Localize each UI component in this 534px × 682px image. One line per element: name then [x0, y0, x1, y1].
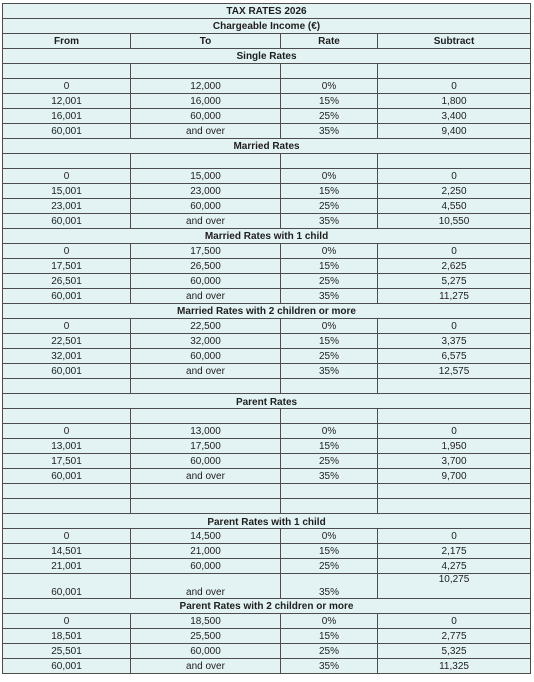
- table-row: [3, 439, 531, 454]
- cell-rate: 0%: [281, 424, 378, 439]
- section-title: Parent Rates with 1 child: [3, 514, 531, 529]
- cell-to: 21,000: [131, 544, 281, 559]
- cell-subtract: 5,325: [378, 644, 531, 659]
- cell-from: 0: [3, 79, 131, 94]
- blank-row: [3, 154, 531, 169]
- cell-to: 60,000: [131, 274, 281, 289]
- table-row: [3, 614, 531, 629]
- cell-subtract: 9,700: [378, 469, 531, 484]
- table-row: [3, 629, 531, 644]
- cell-from: 22,501: [3, 334, 131, 349]
- cell-subtract: 0: [378, 79, 531, 94]
- cell-rate: 25%: [281, 349, 378, 364]
- cell-to: and over: [131, 659, 281, 674]
- cell-rate: 15%: [281, 544, 378, 559]
- cell-subtract: 3,700: [378, 454, 531, 469]
- cell-subtract: 1,950: [378, 439, 531, 454]
- blank-cell: [281, 379, 378, 394]
- cell-from: 23,001: [3, 199, 131, 214]
- cell-subtract: 11,275: [378, 289, 531, 304]
- cell-rate: 15%: [281, 259, 378, 274]
- cell-to: 17,500: [131, 244, 281, 259]
- blank-cell: [131, 409, 281, 424]
- cell-to: and over: [131, 364, 281, 379]
- blank-row: [3, 499, 531, 514]
- cell-from: 21,001: [3, 559, 131, 574]
- cell-rate: 25%: [281, 109, 378, 124]
- cell-subtract: 6,575: [378, 349, 531, 364]
- blank-cell: [281, 64, 378, 79]
- section-header-row: [3, 229, 531, 244]
- table-row: [3, 529, 531, 544]
- section-header-row: [3, 599, 531, 614]
- cell-rate: 25%: [281, 274, 378, 289]
- cell-to: and over: [131, 574, 281, 599]
- blank-row: [3, 409, 531, 424]
- cell-rate: 35%: [281, 659, 378, 674]
- cell-to: 14,500: [131, 529, 281, 544]
- cell-from: 60,001: [3, 364, 131, 379]
- cell-subtract: 0: [378, 529, 531, 544]
- section-title: Single Rates: [3, 49, 531, 64]
- blank-row: [3, 379, 531, 394]
- blank-cell: [3, 499, 131, 514]
- cell-rate: 25%: [281, 199, 378, 214]
- cell-from: 60,001: [3, 124, 131, 139]
- table-row: [3, 334, 531, 349]
- blank-cell: [281, 499, 378, 514]
- cell-to: 60,000: [131, 349, 281, 364]
- cell-subtract: 9,400: [378, 124, 531, 139]
- cell-rate: 15%: [281, 439, 378, 454]
- cell-subtract: 10,550: [378, 214, 531, 229]
- section-title: Parent Rates: [3, 394, 531, 409]
- blank-cell: [378, 379, 531, 394]
- blank-cell: [281, 484, 378, 499]
- cell-rate: 0%: [281, 79, 378, 94]
- table-row: [3, 454, 531, 469]
- cell-rate: 0%: [281, 614, 378, 629]
- cell-subtract: 3,375: [378, 334, 531, 349]
- cell-to: 60,000: [131, 559, 281, 574]
- cell-from: 17,501: [3, 259, 131, 274]
- cell-to: 18,500: [131, 614, 281, 629]
- cell-rate: 0%: [281, 319, 378, 334]
- table-row: [3, 644, 531, 659]
- section-header-row: [3, 49, 531, 64]
- title-row: [3, 4, 531, 19]
- cell-rate: 35%: [281, 469, 378, 484]
- cell-from: 26,501: [3, 274, 131, 289]
- table-row: [3, 544, 531, 559]
- table-row: [3, 559, 531, 574]
- table-row: [3, 199, 531, 214]
- cell-from: 0: [3, 614, 131, 629]
- cell-rate: 15%: [281, 334, 378, 349]
- cell-to: 60,000: [131, 199, 281, 214]
- table-row: [3, 574, 531, 599]
- cell-to: 60,000: [131, 644, 281, 659]
- cell-to: 15,000: [131, 169, 281, 184]
- cell-from: 16,001: [3, 109, 131, 124]
- blank-cell: [3, 64, 131, 79]
- cell-from: 0: [3, 169, 131, 184]
- cell-rate: 35%: [281, 364, 378, 379]
- blank-cell: [131, 484, 281, 499]
- table-row: [3, 79, 531, 94]
- cell-subtract: 0: [378, 424, 531, 439]
- cell-subtract: 2,175: [378, 544, 531, 559]
- cell-from: 17,501: [3, 454, 131, 469]
- cell-rate: 25%: [281, 559, 378, 574]
- cell-rate: 0%: [281, 529, 378, 544]
- col-header-rate: Rate: [281, 34, 378, 49]
- cell-rate: 0%: [281, 244, 378, 259]
- cell-from: 13,001: [3, 439, 131, 454]
- cell-subtract: 0: [378, 319, 531, 334]
- cell-to: 60,000: [131, 454, 281, 469]
- table-row: [3, 214, 531, 229]
- tax-rates-body: [3, 4, 531, 674]
- cell-to: and over: [131, 289, 281, 304]
- cell-to: and over: [131, 124, 281, 139]
- cell-subtract: 0: [378, 244, 531, 259]
- cell-subtract: 10,275: [378, 574, 531, 599]
- cell-rate: 35%: [281, 124, 378, 139]
- cell-from: 14,501: [3, 544, 131, 559]
- table-row: [3, 289, 531, 304]
- blank-cell: [378, 499, 531, 514]
- table-row: [3, 349, 531, 364]
- blank-cell: [3, 484, 131, 499]
- cell-rate: 35%: [281, 289, 378, 304]
- table-subtitle: Chargeable Income (€): [3, 19, 531, 34]
- table-row: [3, 424, 531, 439]
- cell-subtract: 2,625: [378, 259, 531, 274]
- table-row: [3, 274, 531, 289]
- col-header-to: To: [131, 34, 281, 49]
- cell-from: 60,001: [3, 214, 131, 229]
- cell-to: 32,000: [131, 334, 281, 349]
- cell-from: 0: [3, 424, 131, 439]
- blank-cell: [281, 154, 378, 169]
- cell-rate: 15%: [281, 184, 378, 199]
- section-header-row: [3, 514, 531, 529]
- blank-cell: [281, 409, 378, 424]
- cell-to: 23,000: [131, 184, 281, 199]
- blank-cell: [3, 154, 131, 169]
- blank-cell: [378, 154, 531, 169]
- table-row: [3, 184, 531, 199]
- cell-rate: 35%: [281, 214, 378, 229]
- cell-to: 22,500: [131, 319, 281, 334]
- cell-rate: 15%: [281, 94, 378, 109]
- cell-from: 12,001: [3, 94, 131, 109]
- section-header-row: [3, 394, 531, 409]
- tax-rates-table: [2, 3, 531, 674]
- cell-from: 18,501: [3, 629, 131, 644]
- table-row: [3, 364, 531, 379]
- table-row: [3, 469, 531, 484]
- section-title: Married Rates with 2 children or more: [3, 304, 531, 319]
- cell-subtract: 2,250: [378, 184, 531, 199]
- blank-cell: [131, 499, 281, 514]
- cell-subtract: 2,775: [378, 629, 531, 644]
- blank-cell: [131, 379, 281, 394]
- blank-row: [3, 484, 531, 499]
- col-header-from: From: [3, 34, 131, 49]
- blank-cell: [378, 64, 531, 79]
- cell-to: 26,500: [131, 259, 281, 274]
- table-row: [3, 169, 531, 184]
- table-row: [3, 244, 531, 259]
- cell-to: and over: [131, 214, 281, 229]
- blank-cell: [131, 64, 281, 79]
- table-row: [3, 259, 531, 274]
- blank-cell: [3, 409, 131, 424]
- cell-to: 16,000: [131, 94, 281, 109]
- section-title: Married Rates with 1 child: [3, 229, 531, 244]
- cell-from: 0: [3, 319, 131, 334]
- blank-cell: [378, 409, 531, 424]
- col-header-subtract: Subtract: [378, 34, 531, 49]
- cell-from: 60,001: [3, 574, 131, 599]
- cell-from: 0: [3, 529, 131, 544]
- table-row: [3, 124, 531, 139]
- cell-rate: 25%: [281, 454, 378, 469]
- cell-subtract: 4,275: [378, 559, 531, 574]
- section-header-row: [3, 304, 531, 319]
- section-header-row: [3, 139, 531, 154]
- table-row: [3, 659, 531, 674]
- table-row: [3, 319, 531, 334]
- table-title: TAX RATES 2026: [3, 4, 531, 19]
- section-title: Parent Rates with 2 children or more: [3, 599, 531, 614]
- cell-from: 32,001: [3, 349, 131, 364]
- cell-to: 12,000: [131, 79, 281, 94]
- cell-subtract: 11,325: [378, 659, 531, 674]
- cell-subtract: 0: [378, 169, 531, 184]
- subtitle-row: [3, 19, 531, 34]
- blank-row: [3, 64, 531, 79]
- cell-rate: 25%: [281, 644, 378, 659]
- cell-to: 60,000: [131, 109, 281, 124]
- cell-subtract: 5,275: [378, 274, 531, 289]
- cell-from: 60,001: [3, 289, 131, 304]
- cell-subtract: 4,550: [378, 199, 531, 214]
- cell-to: and over: [131, 469, 281, 484]
- section-title: Married Rates: [3, 139, 531, 154]
- cell-rate: 15%: [281, 629, 378, 644]
- cell-to: 13,000: [131, 424, 281, 439]
- cell-subtract: 0: [378, 614, 531, 629]
- cell-rate: 0%: [281, 169, 378, 184]
- blank-cell: [131, 154, 281, 169]
- cell-from: 15,001: [3, 184, 131, 199]
- cell-to: 17,500: [131, 439, 281, 454]
- cell-from: 25,501: [3, 644, 131, 659]
- column-header-row: [3, 34, 531, 49]
- blank-cell: [3, 379, 131, 394]
- cell-subtract: 3,400: [378, 109, 531, 124]
- cell-rate: 35%: [281, 574, 378, 599]
- blank-cell: [378, 484, 531, 499]
- table-row: [3, 94, 531, 109]
- cell-subtract: 1,800: [378, 94, 531, 109]
- cell-from: 60,001: [3, 659, 131, 674]
- cell-subtract: 12,575: [378, 364, 531, 379]
- cell-to: 25,500: [131, 629, 281, 644]
- cell-from: 0: [3, 244, 131, 259]
- table-row: [3, 109, 531, 124]
- cell-from: 60,001: [3, 469, 131, 484]
